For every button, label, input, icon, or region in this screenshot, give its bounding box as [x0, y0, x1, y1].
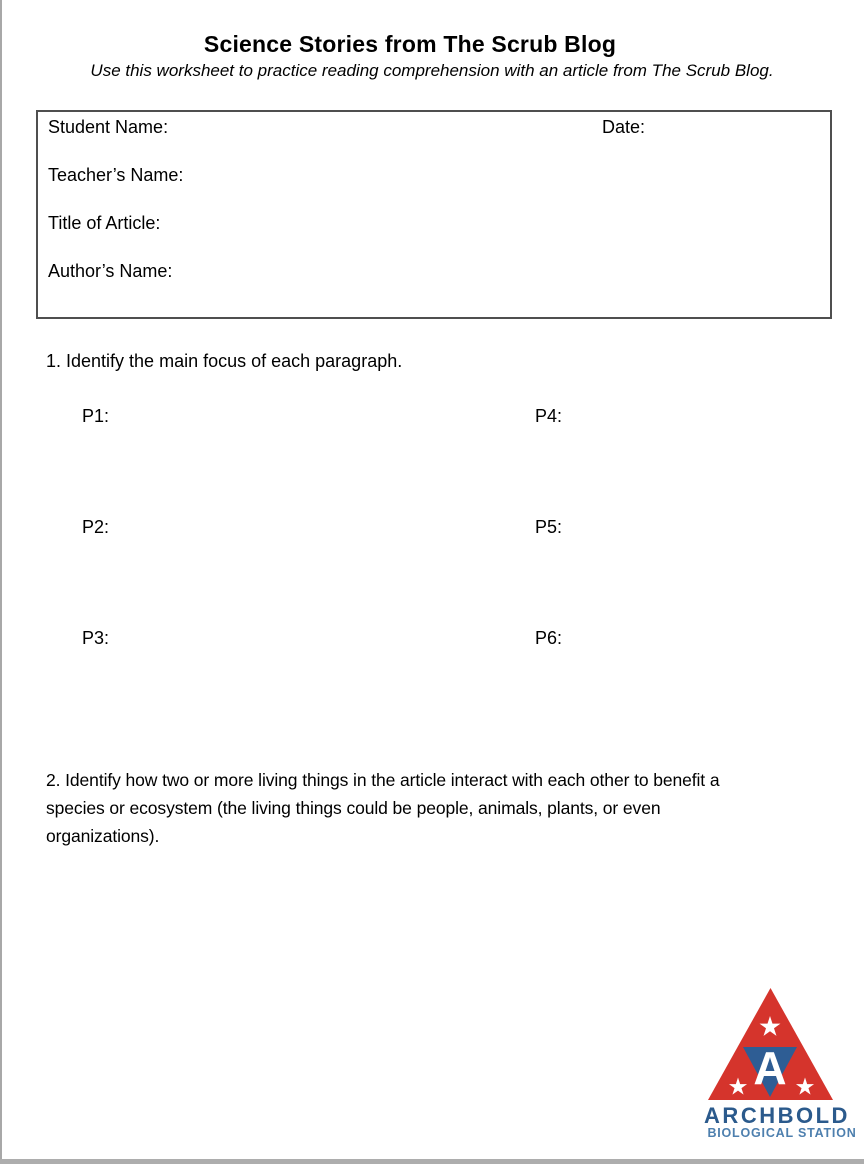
question2-line-2: species or ecosystem (the living things could be people, animals, plants, or even	[46, 798, 661, 818]
paragraph1-label: P1:	[82, 406, 110, 426]
page-title: Science Stories from The Scrub Blog	[203, 31, 617, 57]
article-title-label: Title of Article:	[48, 213, 161, 233]
page-subtitle: Use this worksheet to practice reading comprehension with an article from The Scrub Blog.	[90, 61, 774, 80]
paragraph5-label: P5:	[535, 517, 563, 537]
logo-org-tagline: BIOLOGICAL STATION	[707, 1126, 857, 1140]
student-name-label: Student Name:	[48, 117, 169, 137]
question2-prompt	[46, 766, 836, 850]
question2-line-1: 2. Identify how two or more living things in the article interact with each other to benefit a	[46, 770, 720, 790]
question2-line-3: organizations).	[46, 826, 160, 846]
archbold-logo	[698, 986, 858, 1148]
student-info-box	[36, 110, 832, 319]
page-edge-left	[0, 0, 2, 1164]
paragraph2-label: P2:	[82, 517, 110, 537]
archbold-logo-icon	[698, 986, 858, 1148]
paragraph6-label: P6:	[535, 628, 563, 648]
question1-prompt: 1. Identify the main focus of each paragraph.	[46, 351, 403, 371]
logo-org-name: ARCHBOLD	[704, 1103, 850, 1128]
paragraph3-label: P3:	[82, 628, 110, 648]
author-name-label: Author’s Name:	[48, 261, 173, 281]
date-label: Date:	[602, 117, 646, 137]
page-edge-bottom	[0, 1159, 864, 1164]
paragraph4-label: P4:	[535, 406, 563, 426]
logo-monogram-letter: A	[753, 1042, 787, 1094]
teacher-name-label: Teacher’s Name:	[48, 165, 184, 185]
